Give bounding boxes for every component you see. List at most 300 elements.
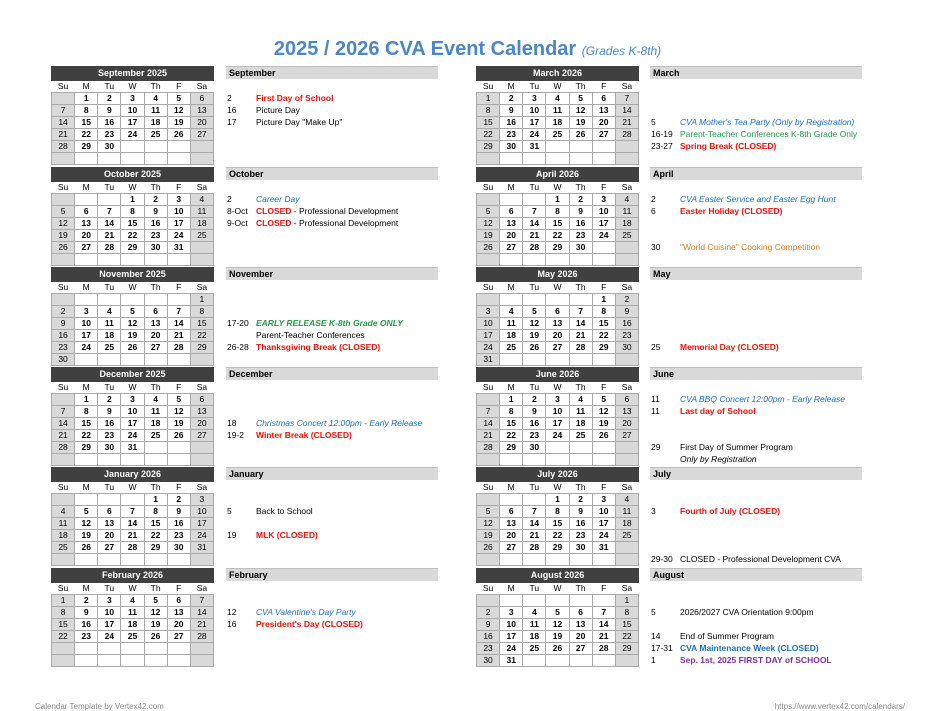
day-cell[interactable]: 29 bbox=[592, 342, 615, 354]
day-cell[interactable]: 12 bbox=[144, 607, 167, 619]
day-cell[interactable]: 17 bbox=[98, 619, 121, 631]
day-cell[interactable]: 19 bbox=[569, 117, 592, 129]
day-cell[interactable] bbox=[569, 442, 592, 454]
day-cell[interactable]: 11 bbox=[615, 206, 638, 218]
day-cell[interactable]: 31 bbox=[592, 542, 615, 554]
day-cell[interactable]: 6 bbox=[144, 306, 167, 318]
day-cell[interactable]: 31 bbox=[190, 542, 213, 554]
day-cell[interactable] bbox=[98, 454, 121, 466]
footer-right[interactable]: https://www.vertex42.com/calendars/ bbox=[774, 702, 905, 711]
day-cell[interactable]: 22 bbox=[190, 330, 213, 342]
day-cell[interactable]: 23 bbox=[167, 530, 190, 542]
day-cell[interactable]: 14 bbox=[98, 218, 121, 230]
day-cell[interactable]: 16 bbox=[144, 218, 167, 230]
day-cell[interactable]: 20 bbox=[190, 117, 213, 129]
day-cell[interactable]: 21 bbox=[569, 330, 592, 342]
day-cell[interactable]: 9 bbox=[144, 206, 167, 218]
day-cell[interactable]: 12 bbox=[167, 105, 190, 117]
day-cell[interactable]: 28 bbox=[523, 242, 546, 254]
day-cell[interactable]: 6 bbox=[569, 607, 592, 619]
day-cell[interactable]: 1 bbox=[121, 194, 144, 206]
day-cell[interactable]: 22 bbox=[52, 631, 75, 643]
day-cell[interactable]: 25 bbox=[500, 342, 523, 354]
day-cell[interactable]: 25 bbox=[615, 230, 638, 242]
day-cell[interactable] bbox=[167, 655, 190, 667]
day-cell[interactable] bbox=[52, 554, 75, 566]
day-cell[interactable]: 16 bbox=[98, 117, 121, 129]
day-cell[interactable]: 17 bbox=[592, 218, 615, 230]
day-cell[interactable]: 13 bbox=[500, 518, 523, 530]
day-cell[interactable]: 26 bbox=[477, 242, 500, 254]
day-cell[interactable] bbox=[569, 354, 592, 366]
day-cell[interactable]: 31 bbox=[500, 655, 523, 667]
day-cell[interactable]: 28 bbox=[190, 631, 213, 643]
day-cell[interactable]: 5 bbox=[477, 206, 500, 218]
day-cell[interactable]: 17 bbox=[500, 631, 523, 643]
day-cell[interactable]: 14 bbox=[121, 518, 144, 530]
day-cell[interactable] bbox=[569, 655, 592, 667]
day-cell[interactable] bbox=[167, 294, 190, 306]
day-cell[interactable] bbox=[75, 643, 98, 655]
day-cell[interactable]: 5 bbox=[477, 506, 500, 518]
day-cell[interactable]: 10 bbox=[121, 406, 144, 418]
day-cell[interactable]: 15 bbox=[500, 418, 523, 430]
day-cell[interactable]: 2 bbox=[615, 294, 638, 306]
day-cell[interactable] bbox=[615, 242, 638, 254]
day-cell[interactable] bbox=[569, 254, 592, 266]
day-cell[interactable]: 9 bbox=[500, 105, 523, 117]
day-cell[interactable]: 3 bbox=[98, 595, 121, 607]
day-cell[interactable]: 17 bbox=[75, 330, 98, 342]
day-cell[interactable]: 22 bbox=[546, 530, 569, 542]
day-cell[interactable]: 12 bbox=[592, 406, 615, 418]
day-cell[interactable] bbox=[144, 141, 167, 153]
day-cell[interactable]: 3 bbox=[167, 194, 190, 206]
day-cell[interactable]: 23 bbox=[477, 643, 500, 655]
day-cell[interactable] bbox=[546, 254, 569, 266]
day-cell[interactable]: 17 bbox=[121, 117, 144, 129]
day-cell[interactable]: 30 bbox=[167, 542, 190, 554]
day-cell[interactable]: 20 bbox=[167, 619, 190, 631]
day-cell[interactable] bbox=[500, 494, 523, 506]
day-cell[interactable] bbox=[144, 254, 167, 266]
day-cell[interactable] bbox=[615, 153, 638, 165]
day-cell[interactable]: 1 bbox=[546, 494, 569, 506]
day-cell[interactable] bbox=[523, 254, 546, 266]
day-cell[interactable]: 19 bbox=[75, 530, 98, 542]
day-cell[interactable]: 26 bbox=[144, 631, 167, 643]
day-cell[interactable]: 20 bbox=[500, 230, 523, 242]
day-cell[interactable]: 5 bbox=[569, 93, 592, 105]
day-cell[interactable]: 25 bbox=[121, 631, 144, 643]
day-cell[interactable]: 5 bbox=[546, 607, 569, 619]
day-cell[interactable]: 17 bbox=[190, 518, 213, 530]
day-cell[interactable] bbox=[121, 454, 144, 466]
day-cell[interactable] bbox=[569, 141, 592, 153]
day-cell[interactable] bbox=[52, 643, 75, 655]
day-cell[interactable]: 16 bbox=[477, 631, 500, 643]
day-cell[interactable] bbox=[167, 141, 190, 153]
day-cell[interactable]: 7 bbox=[592, 607, 615, 619]
day-cell[interactable]: 14 bbox=[477, 418, 500, 430]
day-cell[interactable]: 18 bbox=[546, 117, 569, 129]
day-cell[interactable] bbox=[546, 153, 569, 165]
day-cell[interactable]: 28 bbox=[167, 342, 190, 354]
day-cell[interactable]: 18 bbox=[523, 631, 546, 643]
day-cell[interactable]: 19 bbox=[477, 230, 500, 242]
day-cell[interactable] bbox=[167, 454, 190, 466]
day-cell[interactable]: 26 bbox=[121, 342, 144, 354]
day-cell[interactable] bbox=[75, 254, 98, 266]
day-cell[interactable] bbox=[546, 442, 569, 454]
day-cell[interactable]: 7 bbox=[523, 506, 546, 518]
day-cell[interactable]: 15 bbox=[615, 619, 638, 631]
day-cell[interactable]: 6 bbox=[98, 506, 121, 518]
day-cell[interactable] bbox=[121, 655, 144, 667]
day-cell[interactable]: 18 bbox=[615, 518, 638, 530]
day-cell[interactable]: 4 bbox=[500, 306, 523, 318]
day-cell[interactable] bbox=[52, 194, 75, 206]
day-cell[interactable]: 19 bbox=[546, 631, 569, 643]
day-cell[interactable]: 30 bbox=[500, 141, 523, 153]
day-cell[interactable]: 19 bbox=[167, 418, 190, 430]
day-cell[interactable]: 20 bbox=[500, 530, 523, 542]
day-cell[interactable] bbox=[167, 254, 190, 266]
day-cell[interactable]: 25 bbox=[52, 542, 75, 554]
day-cell[interactable]: 19 bbox=[121, 330, 144, 342]
day-cell[interactable]: 6 bbox=[615, 394, 638, 406]
day-cell[interactable]: 27 bbox=[98, 542, 121, 554]
day-cell[interactable] bbox=[546, 554, 569, 566]
day-cell[interactable]: 14 bbox=[190, 607, 213, 619]
day-cell[interactable] bbox=[569, 595, 592, 607]
day-cell[interactable]: 24 bbox=[98, 631, 121, 643]
day-cell[interactable]: 31 bbox=[121, 442, 144, 454]
day-cell[interactable] bbox=[121, 354, 144, 366]
day-cell[interactable]: 12 bbox=[75, 518, 98, 530]
day-cell[interactable] bbox=[75, 454, 98, 466]
day-cell[interactable]: 21 bbox=[592, 631, 615, 643]
day-cell[interactable]: 3 bbox=[523, 93, 546, 105]
day-cell[interactable] bbox=[500, 194, 523, 206]
day-cell[interactable]: 8 bbox=[75, 105, 98, 117]
day-cell[interactable] bbox=[500, 294, 523, 306]
day-cell[interactable]: 1 bbox=[75, 394, 98, 406]
day-cell[interactable] bbox=[190, 141, 213, 153]
day-cell[interactable]: 18 bbox=[569, 418, 592, 430]
footer-left[interactable]: Calendar Template by Vertex42.com bbox=[35, 702, 164, 711]
day-cell[interactable]: 2 bbox=[167, 494, 190, 506]
day-cell[interactable]: 13 bbox=[546, 318, 569, 330]
day-cell[interactable] bbox=[592, 354, 615, 366]
day-cell[interactable]: 12 bbox=[546, 619, 569, 631]
day-cell[interactable]: 13 bbox=[592, 105, 615, 117]
day-cell[interactable]: 27 bbox=[569, 643, 592, 655]
day-cell[interactable]: 7 bbox=[523, 206, 546, 218]
day-cell[interactable]: 26 bbox=[477, 542, 500, 554]
day-cell[interactable]: 24 bbox=[500, 643, 523, 655]
day-cell[interactable]: 18 bbox=[98, 330, 121, 342]
day-cell[interactable]: 22 bbox=[144, 530, 167, 542]
day-cell[interactable]: 19 bbox=[52, 230, 75, 242]
day-cell[interactable]: 24 bbox=[75, 342, 98, 354]
day-cell[interactable] bbox=[523, 354, 546, 366]
day-cell[interactable]: 13 bbox=[615, 406, 638, 418]
day-cell[interactable]: 22 bbox=[121, 230, 144, 242]
day-cell[interactable]: 11 bbox=[144, 105, 167, 117]
day-cell[interactable]: 15 bbox=[477, 117, 500, 129]
day-cell[interactable]: 18 bbox=[144, 117, 167, 129]
day-cell[interactable]: 11 bbox=[52, 518, 75, 530]
day-cell[interactable]: 10 bbox=[167, 206, 190, 218]
day-cell[interactable]: 30 bbox=[615, 342, 638, 354]
day-cell[interactable] bbox=[592, 442, 615, 454]
day-cell[interactable]: 10 bbox=[477, 318, 500, 330]
day-cell[interactable]: 5 bbox=[523, 306, 546, 318]
day-cell[interactable]: 25 bbox=[98, 342, 121, 354]
day-cell[interactable]: 9 bbox=[523, 406, 546, 418]
day-cell[interactable]: 4 bbox=[569, 394, 592, 406]
day-cell[interactable]: 20 bbox=[569, 631, 592, 643]
day-cell[interactable]: 31 bbox=[477, 354, 500, 366]
day-cell[interactable] bbox=[615, 254, 638, 266]
day-cell[interactable]: 9 bbox=[75, 607, 98, 619]
day-cell[interactable] bbox=[523, 554, 546, 566]
day-cell[interactable]: 24 bbox=[592, 530, 615, 542]
day-cell[interactable]: 24 bbox=[546, 430, 569, 442]
day-cell[interactable]: 9 bbox=[615, 306, 638, 318]
day-cell[interactable] bbox=[52, 454, 75, 466]
day-cell[interactable] bbox=[523, 595, 546, 607]
day-cell[interactable]: 30 bbox=[523, 442, 546, 454]
day-cell[interactable] bbox=[121, 153, 144, 165]
day-cell[interactable]: 1 bbox=[52, 595, 75, 607]
day-cell[interactable]: 16 bbox=[569, 218, 592, 230]
day-cell[interactable]: 31 bbox=[523, 141, 546, 153]
day-cell[interactable]: 7 bbox=[190, 595, 213, 607]
day-cell[interactable] bbox=[190, 643, 213, 655]
day-cell[interactable]: 24 bbox=[121, 430, 144, 442]
day-cell[interactable]: 14 bbox=[167, 318, 190, 330]
day-cell[interactable] bbox=[52, 494, 75, 506]
day-cell[interactable]: 11 bbox=[98, 318, 121, 330]
day-cell[interactable]: 11 bbox=[615, 506, 638, 518]
day-cell[interactable]: 7 bbox=[167, 306, 190, 318]
day-cell[interactable]: 30 bbox=[98, 442, 121, 454]
day-cell[interactable] bbox=[190, 554, 213, 566]
day-cell[interactable]: 24 bbox=[523, 129, 546, 141]
day-cell[interactable]: 8 bbox=[477, 105, 500, 117]
day-cell[interactable]: 23 bbox=[52, 342, 75, 354]
day-cell[interactable]: 31 bbox=[167, 242, 190, 254]
day-cell[interactable]: 2 bbox=[477, 607, 500, 619]
day-cell[interactable]: 1 bbox=[144, 494, 167, 506]
day-cell[interactable] bbox=[52, 655, 75, 667]
day-cell[interactable] bbox=[477, 254, 500, 266]
day-cell[interactable] bbox=[167, 442, 190, 454]
day-cell[interactable]: 14 bbox=[592, 619, 615, 631]
day-cell[interactable]: 18 bbox=[190, 218, 213, 230]
day-cell[interactable]: 17 bbox=[546, 418, 569, 430]
day-cell[interactable]: 2 bbox=[98, 93, 121, 105]
day-cell[interactable] bbox=[144, 454, 167, 466]
day-cell[interactable]: 27 bbox=[190, 129, 213, 141]
day-cell[interactable] bbox=[615, 141, 638, 153]
day-cell[interactable] bbox=[500, 354, 523, 366]
day-cell[interactable]: 2 bbox=[569, 494, 592, 506]
day-cell[interactable]: 2 bbox=[144, 194, 167, 206]
day-cell[interactable]: 29 bbox=[546, 542, 569, 554]
day-cell[interactable] bbox=[615, 354, 638, 366]
day-cell[interactable]: 21 bbox=[52, 430, 75, 442]
day-cell[interactable]: 10 bbox=[592, 506, 615, 518]
day-cell[interactable]: 21 bbox=[98, 230, 121, 242]
day-cell[interactable] bbox=[98, 254, 121, 266]
day-cell[interactable] bbox=[167, 153, 190, 165]
day-cell[interactable] bbox=[569, 454, 592, 466]
day-cell[interactable]: 30 bbox=[477, 655, 500, 667]
day-cell[interactable]: 17 bbox=[477, 330, 500, 342]
day-cell[interactable]: 16 bbox=[75, 619, 98, 631]
day-cell[interactable] bbox=[75, 153, 98, 165]
day-cell[interactable]: 24 bbox=[167, 230, 190, 242]
day-cell[interactable]: 18 bbox=[52, 530, 75, 542]
day-cell[interactable]: 23 bbox=[500, 129, 523, 141]
day-cell[interactable] bbox=[523, 454, 546, 466]
day-cell[interactable] bbox=[190, 242, 213, 254]
day-cell[interactable]: 11 bbox=[523, 619, 546, 631]
day-cell[interactable]: 2 bbox=[523, 394, 546, 406]
day-cell[interactable]: 24 bbox=[121, 129, 144, 141]
day-cell[interactable] bbox=[144, 643, 167, 655]
day-cell[interactable]: 23 bbox=[98, 430, 121, 442]
day-cell[interactable]: 15 bbox=[546, 518, 569, 530]
day-cell[interactable]: 28 bbox=[121, 542, 144, 554]
day-cell[interactable]: 25 bbox=[144, 129, 167, 141]
day-cell[interactable] bbox=[144, 153, 167, 165]
day-cell[interactable]: 17 bbox=[592, 518, 615, 530]
day-cell[interactable] bbox=[477, 554, 500, 566]
day-cell[interactable]: 15 bbox=[52, 619, 75, 631]
day-cell[interactable]: 8 bbox=[592, 306, 615, 318]
day-cell[interactable]: 30 bbox=[52, 354, 75, 366]
day-cell[interactable]: 4 bbox=[121, 595, 144, 607]
day-cell[interactable]: 26 bbox=[546, 643, 569, 655]
day-cell[interactable] bbox=[592, 454, 615, 466]
day-cell[interactable] bbox=[523, 194, 546, 206]
day-cell[interactable]: 12 bbox=[477, 218, 500, 230]
day-cell[interactable]: 21 bbox=[121, 530, 144, 542]
day-cell[interactable]: 21 bbox=[167, 330, 190, 342]
day-cell[interactable]: 20 bbox=[98, 530, 121, 542]
day-cell[interactable] bbox=[121, 643, 144, 655]
day-cell[interactable]: 22 bbox=[615, 631, 638, 643]
day-cell[interactable]: 2 bbox=[500, 93, 523, 105]
day-cell[interactable] bbox=[477, 153, 500, 165]
day-cell[interactable] bbox=[592, 242, 615, 254]
day-cell[interactable]: 28 bbox=[592, 643, 615, 655]
day-cell[interactable]: 24 bbox=[477, 342, 500, 354]
day-cell[interactable]: 2 bbox=[75, 595, 98, 607]
day-cell[interactable]: 30 bbox=[98, 141, 121, 153]
day-cell[interactable]: 11 bbox=[121, 607, 144, 619]
day-cell[interactable]: 3 bbox=[477, 306, 500, 318]
day-cell[interactable]: 3 bbox=[592, 194, 615, 206]
day-cell[interactable]: 23 bbox=[569, 530, 592, 542]
day-cell[interactable] bbox=[52, 394, 75, 406]
day-cell[interactable] bbox=[167, 554, 190, 566]
day-cell[interactable]: 9 bbox=[477, 619, 500, 631]
day-cell[interactable]: 20 bbox=[75, 230, 98, 242]
day-cell[interactable]: 20 bbox=[190, 418, 213, 430]
day-cell[interactable]: 29 bbox=[477, 141, 500, 153]
day-cell[interactable]: 8 bbox=[52, 607, 75, 619]
day-cell[interactable]: 26 bbox=[592, 430, 615, 442]
day-cell[interactable] bbox=[546, 141, 569, 153]
day-cell[interactable]: 21 bbox=[615, 117, 638, 129]
day-cell[interactable]: 22 bbox=[546, 230, 569, 242]
day-cell[interactable]: 1 bbox=[75, 93, 98, 105]
day-cell[interactable]: 4 bbox=[615, 494, 638, 506]
day-cell[interactable] bbox=[52, 93, 75, 105]
day-cell[interactable]: 20 bbox=[144, 330, 167, 342]
day-cell[interactable]: 1 bbox=[190, 294, 213, 306]
day-cell[interactable]: 30 bbox=[569, 242, 592, 254]
day-cell[interactable]: 27 bbox=[615, 430, 638, 442]
day-cell[interactable]: 16 bbox=[500, 117, 523, 129]
day-cell[interactable]: 23 bbox=[615, 330, 638, 342]
day-cell[interactable]: 5 bbox=[75, 506, 98, 518]
day-cell[interactable] bbox=[121, 554, 144, 566]
day-cell[interactable]: 24 bbox=[592, 230, 615, 242]
day-cell[interactable]: 14 bbox=[52, 418, 75, 430]
day-cell[interactable] bbox=[144, 354, 167, 366]
day-cell[interactable]: 18 bbox=[121, 619, 144, 631]
day-cell[interactable] bbox=[75, 554, 98, 566]
day-cell[interactable]: 7 bbox=[52, 105, 75, 117]
day-cell[interactable] bbox=[592, 254, 615, 266]
day-cell[interactable]: 23 bbox=[523, 430, 546, 442]
day-cell[interactable] bbox=[569, 294, 592, 306]
day-cell[interactable]: 29 bbox=[190, 342, 213, 354]
day-cell[interactable]: 6 bbox=[592, 93, 615, 105]
day-cell[interactable]: 4 bbox=[52, 506, 75, 518]
day-cell[interactable]: 8 bbox=[190, 306, 213, 318]
day-cell[interactable] bbox=[144, 294, 167, 306]
day-cell[interactable] bbox=[546, 655, 569, 667]
day-cell[interactable]: 28 bbox=[52, 141, 75, 153]
day-cell[interactable]: 5 bbox=[167, 93, 190, 105]
day-cell[interactable] bbox=[52, 153, 75, 165]
day-cell[interactable]: 9 bbox=[52, 318, 75, 330]
day-cell[interactable] bbox=[523, 494, 546, 506]
day-cell[interactable]: 15 bbox=[75, 418, 98, 430]
day-cell[interactable] bbox=[98, 294, 121, 306]
day-cell[interactable]: 23 bbox=[144, 230, 167, 242]
day-cell[interactable]: 4 bbox=[144, 394, 167, 406]
day-cell[interactable] bbox=[190, 442, 213, 454]
day-cell[interactable]: 16 bbox=[569, 518, 592, 530]
day-cell[interactable] bbox=[546, 454, 569, 466]
day-cell[interactable]: 15 bbox=[190, 318, 213, 330]
day-cell[interactable]: 26 bbox=[75, 542, 98, 554]
day-cell[interactable]: 29 bbox=[144, 542, 167, 554]
day-cell[interactable] bbox=[75, 494, 98, 506]
day-cell[interactable] bbox=[75, 354, 98, 366]
day-cell[interactable] bbox=[144, 554, 167, 566]
day-cell[interactable]: 10 bbox=[500, 619, 523, 631]
day-cell[interactable] bbox=[98, 494, 121, 506]
